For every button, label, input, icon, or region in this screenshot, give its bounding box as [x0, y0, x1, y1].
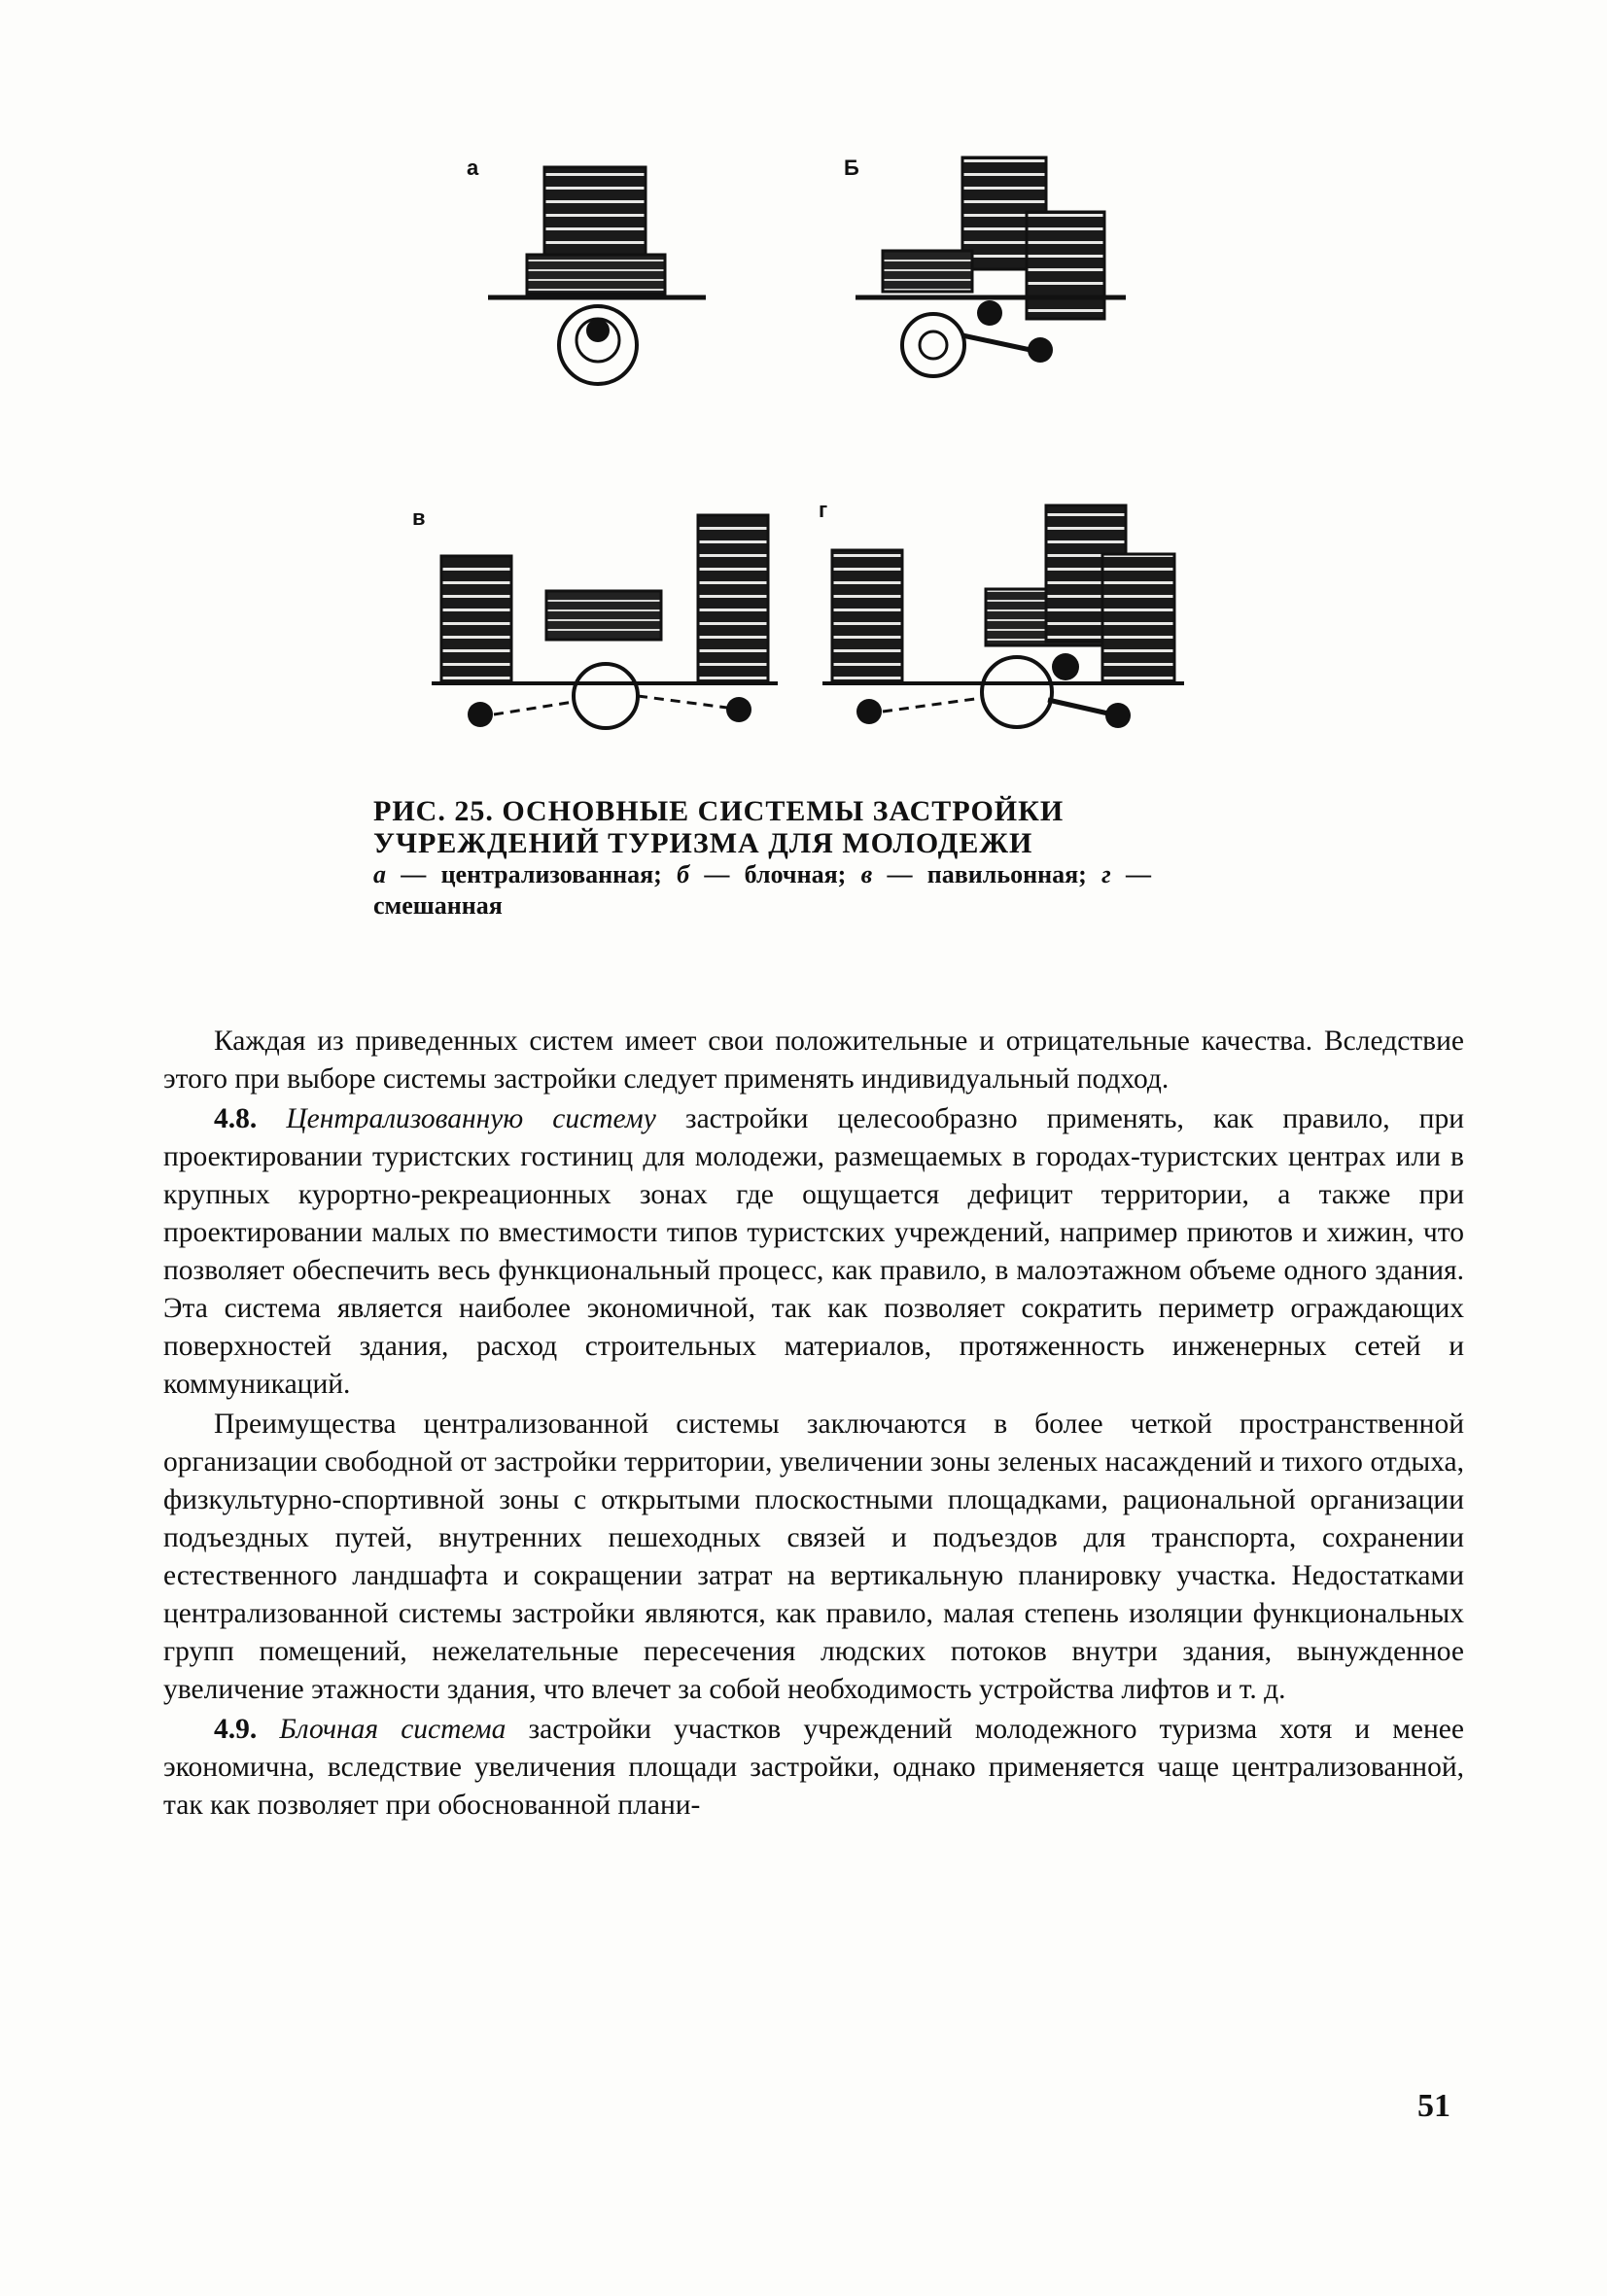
legend-text-a: — централизованная;	[386, 860, 678, 888]
diagram-pavilion	[432, 515, 778, 728]
term-centralized-system: Централизованную систему	[286, 1103, 656, 1134]
caption-title-line-2: УЧРЕЖДЕНИЙ ТУРИЗМА ДЛЯ МОЛОДЕЖИ	[373, 827, 1033, 859]
paragraph-4-8-text: застройки целесообразно применять, как правило, при проектировании туристских гостиниц для молодежи, размещаемых в городах-туристских центрах или в крупных курортно-рекреационных зонах где ощущается дефицит территории, а также при проектировании малых по вместимости типов туристских учреждений, например приютов и хижин, что позволяет обеспечить весь функциональный процесс, как правило, в малоэтажном объеме одного здания. Эта система является наиболее экономичной, так как позволяет сократить периметр ограждающих поверхностей здания, расход строительных материалов, протяженность инженерных сетей и коммуникаций.	[163, 1103, 1465, 1400]
paragraph-4-8	[163, 1100, 1464, 1404]
term-block-system: Блочная система	[279, 1714, 507, 1745]
figure-caption	[373, 795, 1151, 922]
legend-key-b: б	[677, 860, 690, 888]
diagram-mixed	[822, 505, 1184, 728]
legend-text-v: — павильонная;	[872, 860, 1102, 888]
legend-text-g: — смешанная	[373, 860, 1151, 920]
body-text	[163, 1023, 1464, 1826]
legend-text-b: — блочная;	[689, 860, 861, 888]
diagram-centralized	[488, 167, 706, 384]
panel-label-g: г	[819, 498, 828, 522]
paragraph-1: Каждая из приведенных систем имеет свои положительные и отрицательные качества. Вследствие этого при выборе системы застройки следует применять индивидуальный подход.	[163, 1026, 1464, 1095]
caption-title-line-1: РИС. 25. ОСНОВНЫЕ СИСТЕМЫ ЗАСТРОЙКИ	[373, 795, 1065, 827]
panel-label-v: в	[412, 505, 426, 530]
section-number-4-9: 4.9.	[214, 1714, 258, 1745]
legend-key-g: г	[1101, 860, 1111, 888]
figure-25-diagrams	[0, 0, 1607, 797]
paragraph-4-9	[163, 1711, 1464, 1825]
diagram-block	[856, 157, 1126, 376]
legend-key-a: а	[373, 860, 386, 888]
paragraph-3: Преимущества централизованной системы заключаются в более четкой пространственной организации свободной от застройки территории, увеличении зоны зеленых насаждений и тихого отдыха, физкультурно-спортивной зоны с открытыми плоскостными площадками, рациональной организации подъездных путей, внутренних пешеходных связей и подъездов для транспорта, сохранении естественного ландшафта и сокращении затрат на вертикальную планировку участка. Недостатками централизованной системы застройки являются, как правило, малая степень изоляции функциональных групп помещений, нежелательные пересечения людских потоков внутри здания, вынужденное увеличение этажности здания, что влечет за собой необходимость устройства лифтов и т. д.	[163, 1409, 1464, 1705]
caption-legend	[373, 859, 1151, 922]
paragraph-4-9-text: застройки участков учреждений молодежного туризма хотя и менее экономична, вследствие увеличения площади застройки, однако применяется чаще централизованной, так как позволяет при обоснованной плани-	[163, 1714, 1464, 1821]
panel-label-a: а	[467, 156, 479, 180]
section-number-4-8: 4.8.	[214, 1103, 258, 1134]
legend-key-v: в	[860, 860, 873, 888]
page-number: 51	[1417, 2088, 1450, 2124]
panel-label-b: Б	[844, 156, 859, 180]
